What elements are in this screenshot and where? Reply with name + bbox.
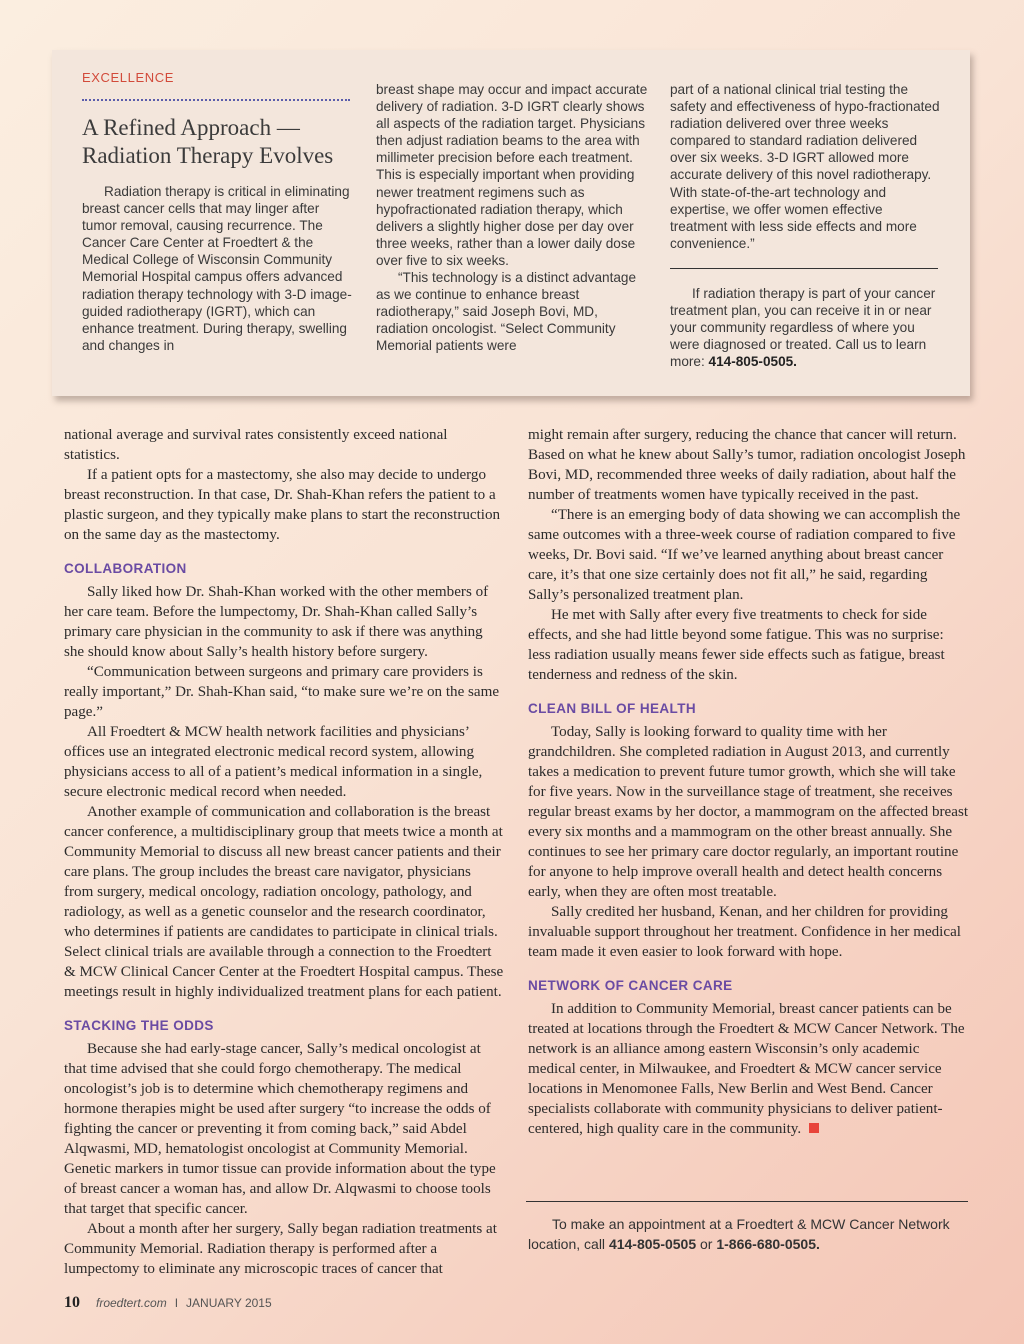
dotted-divider (82, 99, 350, 101)
body-paragraph: “Communication between surgeons and primary care providers is really important,” Dr. Shah-Khan said, “to make sure we’re on the same page.” (64, 664, 500, 720)
body-paragraph (528, 999, 968, 1139)
end-mark-icon (809, 1123, 819, 1133)
cta-rule (526, 1201, 968, 1202)
body-paragraph: Sally liked how Dr. Shah-Khan worked with the other members of her care team. Before the lumpectomy, Dr. Shah-Khan called Sally’s primary care physician in the community to ask if there was anything she should know about Sally’s health history before surgery. (64, 584, 489, 660)
body-paragraph: All Froedtert & MCW health network facilities and physicians’ offices use an integrated electronic medical record system, allowing physicians access to all of a patient’s medical information in a single, secure electronic medical record when needed. (64, 724, 483, 800)
body-paragraph: Because she had early-stage cancer, Sally’s medical oncologist at that time advised that she could forgo chemotherapy. The medical oncologist’s job is to determine which chemotherapy regimens and hormone therapies might be used after surgery “to increase the odds of fighting the cancer or preventing it from coming back,” said Abdel Alqwasmi, MD, hematologist oncologist at Community Memorial. Genetic markers in tumor tissue can provide information about the type of breast cancer a woman has, and allow Dr. Alqwasmi to choose tools that target that specific cancer. (64, 1041, 496, 1217)
page-footer (64, 1294, 272, 1312)
footer-site: froedtert.com (96, 1296, 167, 1310)
section-heading-stacking: STACKING THE ODDS (64, 1018, 214, 1033)
left-column (64, 425, 504, 1279)
body-paragraph: Sally credited her husband, Kenan, and her children for providing invaluable support throughout her treatment. Confidence in her medical team made it even easier to look forward with hope. (528, 904, 961, 960)
sidebar-paragraph: part of a national clinical trial testing the safety and effectiveness of hypo-fractionated radiation delivered over three weeks compared to standard radiation delivered over six weeks. 3-D IGRT allowed more accurate delivery of this novel radiotherapy. With state-of-the-art technology and expertise, we offer women effective treatment with less side effects and more convenience.” (670, 82, 940, 251)
sidebar-rule (670, 268, 938, 269)
body-paragraph: “There is an emerging body of data showing we can accomplish the same outcomes with a three-week course of radiation compared to five weeks, Dr. Bovi said. “If we’ve learned anything about breast cancer care, it’s that one size certainly does not fit all,” he said, regarding Sally’s personalized treatment plan. (528, 507, 961, 603)
footer-date: JANUARY 2015 (186, 1296, 272, 1310)
appointment-cta (528, 1214, 968, 1254)
body-paragraph: might remain after surgery, reducing the chance that cancer will return. Based on what he knew about Sally’s tumor, radiation oncologist Joseph Bovi, MD, recommended three weeks of daily radiation, about half the number of treatments women have typically received in the past. (528, 427, 966, 503)
right-column (528, 425, 968, 1139)
cta-text: To make an appointment at a Froedtert & MCW Cancer Network location, call (528, 1216, 950, 1252)
cta-phone-1: 414-805-0505 (608, 1236, 697, 1252)
cta-or: or (696, 1236, 717, 1252)
sidebar-title: A Refined Approach — Radiation Therapy Evolves (82, 115, 334, 168)
page-number: 10 (64, 1294, 80, 1311)
section-heading-collaboration: COLLABORATION (64, 561, 187, 576)
body-paragraph: He met with Sally after every five treatments to check for side effects, and she had little beyond some fatigue. This was no surprise: less radiation usually means fewer side effects such as fatigue, breast tenderness and redness of the skin. (528, 607, 945, 683)
section-heading-network: NETWORK OF CANCER CARE (528, 978, 733, 993)
body-paragraph: national average and survival rates consistently exceed national statistics. (64, 427, 448, 463)
cta-phone-2: 1-866-680-0505. (716, 1236, 820, 1252)
sidebar-column-1 (82, 183, 352, 354)
body-paragraph: Another example of communication and collaboration is the breast cancer conference, a multidisciplinary group that meets twice a month at Community Memorial to discuss all new breast cancer patients and their care plans. The group includes the breast care navigator, physicians from surgery, medical oncology, radiation oncology, pathology, and radiology, as well as a genetic counselor and the research coordinator, who determines if patients are candidates to participate in clinical trials. Select clinical trials are available through a connection to the Froedtert & MCW Clinical Cancer Center at the Froedtert Hospital campus. These meetings result in highly individualized treatment plans for each patient. (64, 804, 504, 1000)
sidebar-column-2 (376, 81, 648, 355)
section-heading-clean-bill: CLEAN BILL OF HEALTH (528, 701, 696, 716)
section-label: EXCELLENCE (82, 70, 174, 85)
body-paragraph: About a month after her surgery, Sally began radiation treatments at Community Memorial. Radiation therapy is performed after a lumpectomy to eliminate any microscopic traces of cancer that (64, 1221, 497, 1277)
network-text: In addition to Community Memorial, breast cancer patients can be treated at locations through the Froedtert & MCW Cancer Network. The network is an alliance among eastern Wisconsin’s only academic medical center, in Milwaukee, and Froedtert & MCW cancer service locations in Menomonee Falls, New Berlin and West Bend. Cancer specialists collaborate with community physicians to deliver patient-centered, high quality care in the community. (528, 1001, 965, 1137)
sidebar-paragraph: breast shape may occur and impact accurate delivery of radiation. 3-D IGRT clearly shows all aspects of the radiation target. Physicians then adjust radiation beams to the area with millimeter precision before each treatment. This is especially important when providing newer treatment regimens such as hypofractionated radiation therapy, which delivers a slightly higher dose per day over three weeks, rather than a lower daily dose over five to six weeks. (376, 82, 648, 268)
sidebar-cta (670, 285, 942, 370)
sidebar-cta-text: If radiation therapy is part of your cancer treatment plan, you can receive it in or near your community regardless of where you were diagnosed or treated. Call us to learn more: (670, 286, 936, 370)
sidebar-box (52, 50, 970, 396)
sidebar-cta-phone: 414-805-0505. (708, 354, 797, 370)
body-paragraph: Today, Sally is looking forward to quality time with her grandchildren. She completed radiation in August 2013, and currently takes a medication to prevent future tumor growth, which she will take for five years. Now in the surveillance stage of treatment, she receives regular breast exams by her doctor, a mammogram on the affected breast every six months and a mammogram on the other breast annually. She continues to see her primary care doctor regularly, an important routine for anyone to help improve overall health and detect health concerns early, when they are often most treatable. (528, 724, 969, 900)
body-paragraph: If a patient opts for a mastectomy, she also may decide to undergo breast reconstruction. In that case, Dr. Shah-Khan refers the patient to a plastic surgeon, and they typically make plans to start the reconstruction on the same day as the mastectomy. (64, 467, 501, 543)
sidebar-column-3 (670, 81, 942, 252)
sidebar-paragraph: “This technology is a distinct advantage as we continue to enhance breast radiotherapy,” said Joseph Bovi, MD, radiation oncologist. “Select Community Memorial patients were (376, 270, 637, 354)
sidebar-paragraph: Radiation therapy is critical in eliminating breast cancer cells that may linger after tumor removal, causing recurrence. The Cancer Care Center at Froedtert & the Medical College of Wisconsin Community Memorial Hospital campus offers advanced radiation therapy technology with 3-D image-guided radiotherapy (IGRT), which can enhance treatment. During therapy, swelling and changes in (82, 184, 352, 353)
footer-separator: I (174, 1296, 179, 1310)
